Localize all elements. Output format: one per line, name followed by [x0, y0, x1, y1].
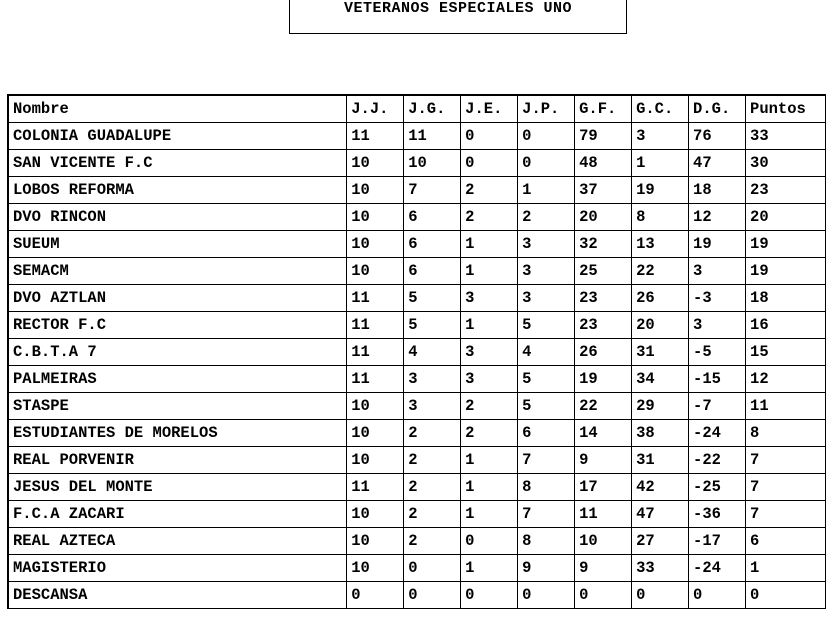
gf-cell: 20: [575, 204, 632, 231]
dg-cell: 3: [689, 258, 746, 285]
gc-cell: 42: [632, 474, 689, 501]
team-name-cell: REAL PORVENIR: [8, 447, 347, 474]
je-cell: 3: [461, 366, 518, 393]
jp-cell: 6: [518, 420, 575, 447]
gf-cell: 0: [575, 582, 632, 609]
puntos-cell: 30: [746, 150, 826, 177]
gc-cell: 26: [632, 285, 689, 312]
jg-cell: 2: [404, 447, 461, 474]
jp-cell: 0: [518, 150, 575, 177]
header-dg: D.G.: [689, 95, 746, 123]
jp-cell: 3: [518, 231, 575, 258]
dg-cell: 3: [689, 312, 746, 339]
dg-cell: -22: [689, 447, 746, 474]
header-gc: G.C.: [632, 95, 689, 123]
jp-cell: 5: [518, 312, 575, 339]
table-row: [8, 420, 826, 447]
je-cell: 2: [461, 204, 518, 231]
dg-cell: 0: [689, 582, 746, 609]
gc-cell: 31: [632, 339, 689, 366]
jg-cell: 10: [404, 150, 461, 177]
team-name-cell: STASPE: [8, 393, 347, 420]
puntos-cell: 15: [746, 339, 826, 366]
jp-cell: 1: [518, 177, 575, 204]
gf-cell: 23: [575, 312, 632, 339]
gc-cell: 13: [632, 231, 689, 258]
jg-cell: 5: [404, 285, 461, 312]
puntos-cell: 12: [746, 366, 826, 393]
table-row: [8, 258, 826, 285]
dg-cell: 19: [689, 231, 746, 258]
je-cell: 1: [461, 501, 518, 528]
jp-cell: 8: [518, 528, 575, 555]
puntos-cell: 1: [746, 555, 826, 582]
header-nombre: Nombre: [8, 95, 347, 123]
jp-cell: 3: [518, 258, 575, 285]
title-box: [289, 0, 627, 34]
jp-cell: 4: [518, 339, 575, 366]
gc-cell: 0: [632, 582, 689, 609]
jj-cell: 11: [347, 123, 404, 150]
team-name-cell: PALMEIRAS: [8, 366, 347, 393]
jj-cell: 10: [347, 447, 404, 474]
gc-cell: 33: [632, 555, 689, 582]
jp-cell: 5: [518, 366, 575, 393]
team-name-cell: DESCANSA: [8, 582, 347, 609]
puntos-cell: 7: [746, 474, 826, 501]
jj-cell: 11: [347, 285, 404, 312]
team-name-cell: DVO AZTLAN: [8, 285, 347, 312]
puntos-cell: 7: [746, 501, 826, 528]
table-row: [8, 312, 826, 339]
table-header: [8, 95, 826, 123]
dg-cell: 47: [689, 150, 746, 177]
team-name-cell: ESTUDIANTES DE MORELOS: [8, 420, 347, 447]
puntos-cell: 19: [746, 258, 826, 285]
gc-cell: 3: [632, 123, 689, 150]
table-row: [8, 582, 826, 609]
dg-cell: -25: [689, 474, 746, 501]
dg-cell: -36: [689, 501, 746, 528]
gc-cell: 31: [632, 447, 689, 474]
standings-table: [7, 94, 826, 609]
jp-cell: 7: [518, 447, 575, 474]
puntos-cell: 7: [746, 447, 826, 474]
jg-cell: 3: [404, 393, 461, 420]
dg-cell: -3: [689, 285, 746, 312]
table-row: [8, 231, 826, 258]
gc-cell: 22: [632, 258, 689, 285]
header-jg: J.G.: [404, 95, 461, 123]
je-cell: 1: [461, 555, 518, 582]
table-row: [8, 528, 826, 555]
table-row: [8, 339, 826, 366]
header-puntos: Puntos: [746, 95, 826, 123]
gf-cell: 19: [575, 366, 632, 393]
jg-cell: 4: [404, 339, 461, 366]
team-name-cell: F.C.A ZACARI: [8, 501, 347, 528]
gf-cell: 48: [575, 150, 632, 177]
jj-cell: 10: [347, 150, 404, 177]
table-body: [8, 123, 826, 609]
table-row: [8, 501, 826, 528]
jg-cell: 2: [404, 420, 461, 447]
gf-cell: 9: [575, 555, 632, 582]
jj-cell: 10: [347, 528, 404, 555]
dg-cell: -5: [689, 339, 746, 366]
header-jp: J.P.: [518, 95, 575, 123]
puntos-cell: 23: [746, 177, 826, 204]
team-name-cell: SAN VICENTE F.C: [8, 150, 347, 177]
je-cell: 0: [461, 150, 518, 177]
jg-cell: 5: [404, 312, 461, 339]
gc-cell: 20: [632, 312, 689, 339]
jp-cell: 0: [518, 123, 575, 150]
team-name-cell: C.B.T.A 7: [8, 339, 347, 366]
table-row: [8, 177, 826, 204]
jg-cell: 6: [404, 258, 461, 285]
jg-cell: 0: [404, 582, 461, 609]
jp-cell: 9: [518, 555, 575, 582]
jj-cell: 10: [347, 393, 404, 420]
jj-cell: 10: [347, 555, 404, 582]
jg-cell: 2: [404, 474, 461, 501]
table-row: [8, 555, 826, 582]
jg-cell: 3: [404, 366, 461, 393]
gf-cell: 32: [575, 231, 632, 258]
jp-cell: 7: [518, 501, 575, 528]
dg-cell: 12: [689, 204, 746, 231]
dg-cell: -17: [689, 528, 746, 555]
jp-cell: 0: [518, 582, 575, 609]
je-cell: 2: [461, 393, 518, 420]
jp-cell: 2: [518, 204, 575, 231]
gc-cell: 29: [632, 393, 689, 420]
gf-cell: 22: [575, 393, 632, 420]
team-name-cell: DVO RINCON: [8, 204, 347, 231]
header-gf: G.F.: [575, 95, 632, 123]
puntos-cell: 11: [746, 393, 826, 420]
jj-cell: 11: [347, 474, 404, 501]
team-name-cell: SEMACM: [8, 258, 347, 285]
table-row: [8, 204, 826, 231]
gc-cell: 1: [632, 150, 689, 177]
jj-cell: 11: [347, 366, 404, 393]
jj-cell: 10: [347, 177, 404, 204]
puntos-cell: 33: [746, 123, 826, 150]
je-cell: 1: [461, 231, 518, 258]
gf-cell: 11: [575, 501, 632, 528]
gf-cell: 37: [575, 177, 632, 204]
team-name-cell: LOBOS REFORMA: [8, 177, 347, 204]
table-row: [8, 150, 826, 177]
gf-cell: 17: [575, 474, 632, 501]
table-row: [8, 285, 826, 312]
team-name-cell: COLONIA GUADALUPE: [8, 123, 347, 150]
je-cell: 3: [461, 285, 518, 312]
team-name-cell: SUEUM: [8, 231, 347, 258]
dg-cell: 18: [689, 177, 746, 204]
je-cell: 0: [461, 528, 518, 555]
je-cell: 0: [461, 123, 518, 150]
team-name-cell: REAL AZTECA: [8, 528, 347, 555]
jg-cell: 6: [404, 231, 461, 258]
je-cell: 1: [461, 258, 518, 285]
gf-cell: 9: [575, 447, 632, 474]
team-name-cell: JESUS DEL MONTE: [8, 474, 347, 501]
jj-cell: 0: [347, 582, 404, 609]
jj-cell: 11: [347, 312, 404, 339]
gc-cell: 27: [632, 528, 689, 555]
dg-cell: -15: [689, 366, 746, 393]
dg-cell: -24: [689, 420, 746, 447]
puntos-cell: 19: [746, 231, 826, 258]
table-row: [8, 366, 826, 393]
puntos-cell: 6: [746, 528, 826, 555]
gc-cell: 38: [632, 420, 689, 447]
gc-cell: 8: [632, 204, 689, 231]
jp-cell: 3: [518, 285, 575, 312]
dg-cell: -24: [689, 555, 746, 582]
je-cell: 1: [461, 447, 518, 474]
page-title: VETERANOS ESPECIALES UNO: [343, 0, 573, 17]
je-cell: 1: [461, 312, 518, 339]
header-je: J.E.: [461, 95, 518, 123]
jj-cell: 10: [347, 231, 404, 258]
table-row: [8, 123, 826, 150]
gf-cell: 14: [575, 420, 632, 447]
puntos-cell: 18: [746, 285, 826, 312]
jj-cell: 10: [347, 258, 404, 285]
header-row: [8, 95, 826, 123]
gf-cell: 25: [575, 258, 632, 285]
jg-cell: 0: [404, 555, 461, 582]
dg-cell: 76: [689, 123, 746, 150]
gc-cell: 47: [632, 501, 689, 528]
team-name-cell: MAGISTERIO: [8, 555, 347, 582]
jj-cell: 11: [347, 339, 404, 366]
je-cell: 0: [461, 582, 518, 609]
jg-cell: 2: [404, 528, 461, 555]
puntos-cell: 16: [746, 312, 826, 339]
header-jj: J.J.: [347, 95, 404, 123]
jj-cell: 10: [347, 501, 404, 528]
gf-cell: 26: [575, 339, 632, 366]
table-row: [8, 447, 826, 474]
je-cell: 1: [461, 474, 518, 501]
jj-cell: 10: [347, 420, 404, 447]
je-cell: 2: [461, 177, 518, 204]
jj-cell: 10: [347, 204, 404, 231]
je-cell: 2: [461, 420, 518, 447]
puntos-cell: 20: [746, 204, 826, 231]
jg-cell: 7: [404, 177, 461, 204]
jg-cell: 6: [404, 204, 461, 231]
gc-cell: 34: [632, 366, 689, 393]
gf-cell: 79: [575, 123, 632, 150]
puntos-cell: 8: [746, 420, 826, 447]
gf-cell: 23: [575, 285, 632, 312]
puntos-cell: 0: [746, 582, 826, 609]
jp-cell: 8: [518, 474, 575, 501]
dg-cell: -7: [689, 393, 746, 420]
gf-cell: 10: [575, 528, 632, 555]
jg-cell: 11: [404, 123, 461, 150]
table-row: [8, 474, 826, 501]
jp-cell: 5: [518, 393, 575, 420]
je-cell: 3: [461, 339, 518, 366]
jg-cell: 2: [404, 501, 461, 528]
team-name-cell: RECTOR F.C: [8, 312, 347, 339]
table-row: [8, 393, 826, 420]
gc-cell: 19: [632, 177, 689, 204]
